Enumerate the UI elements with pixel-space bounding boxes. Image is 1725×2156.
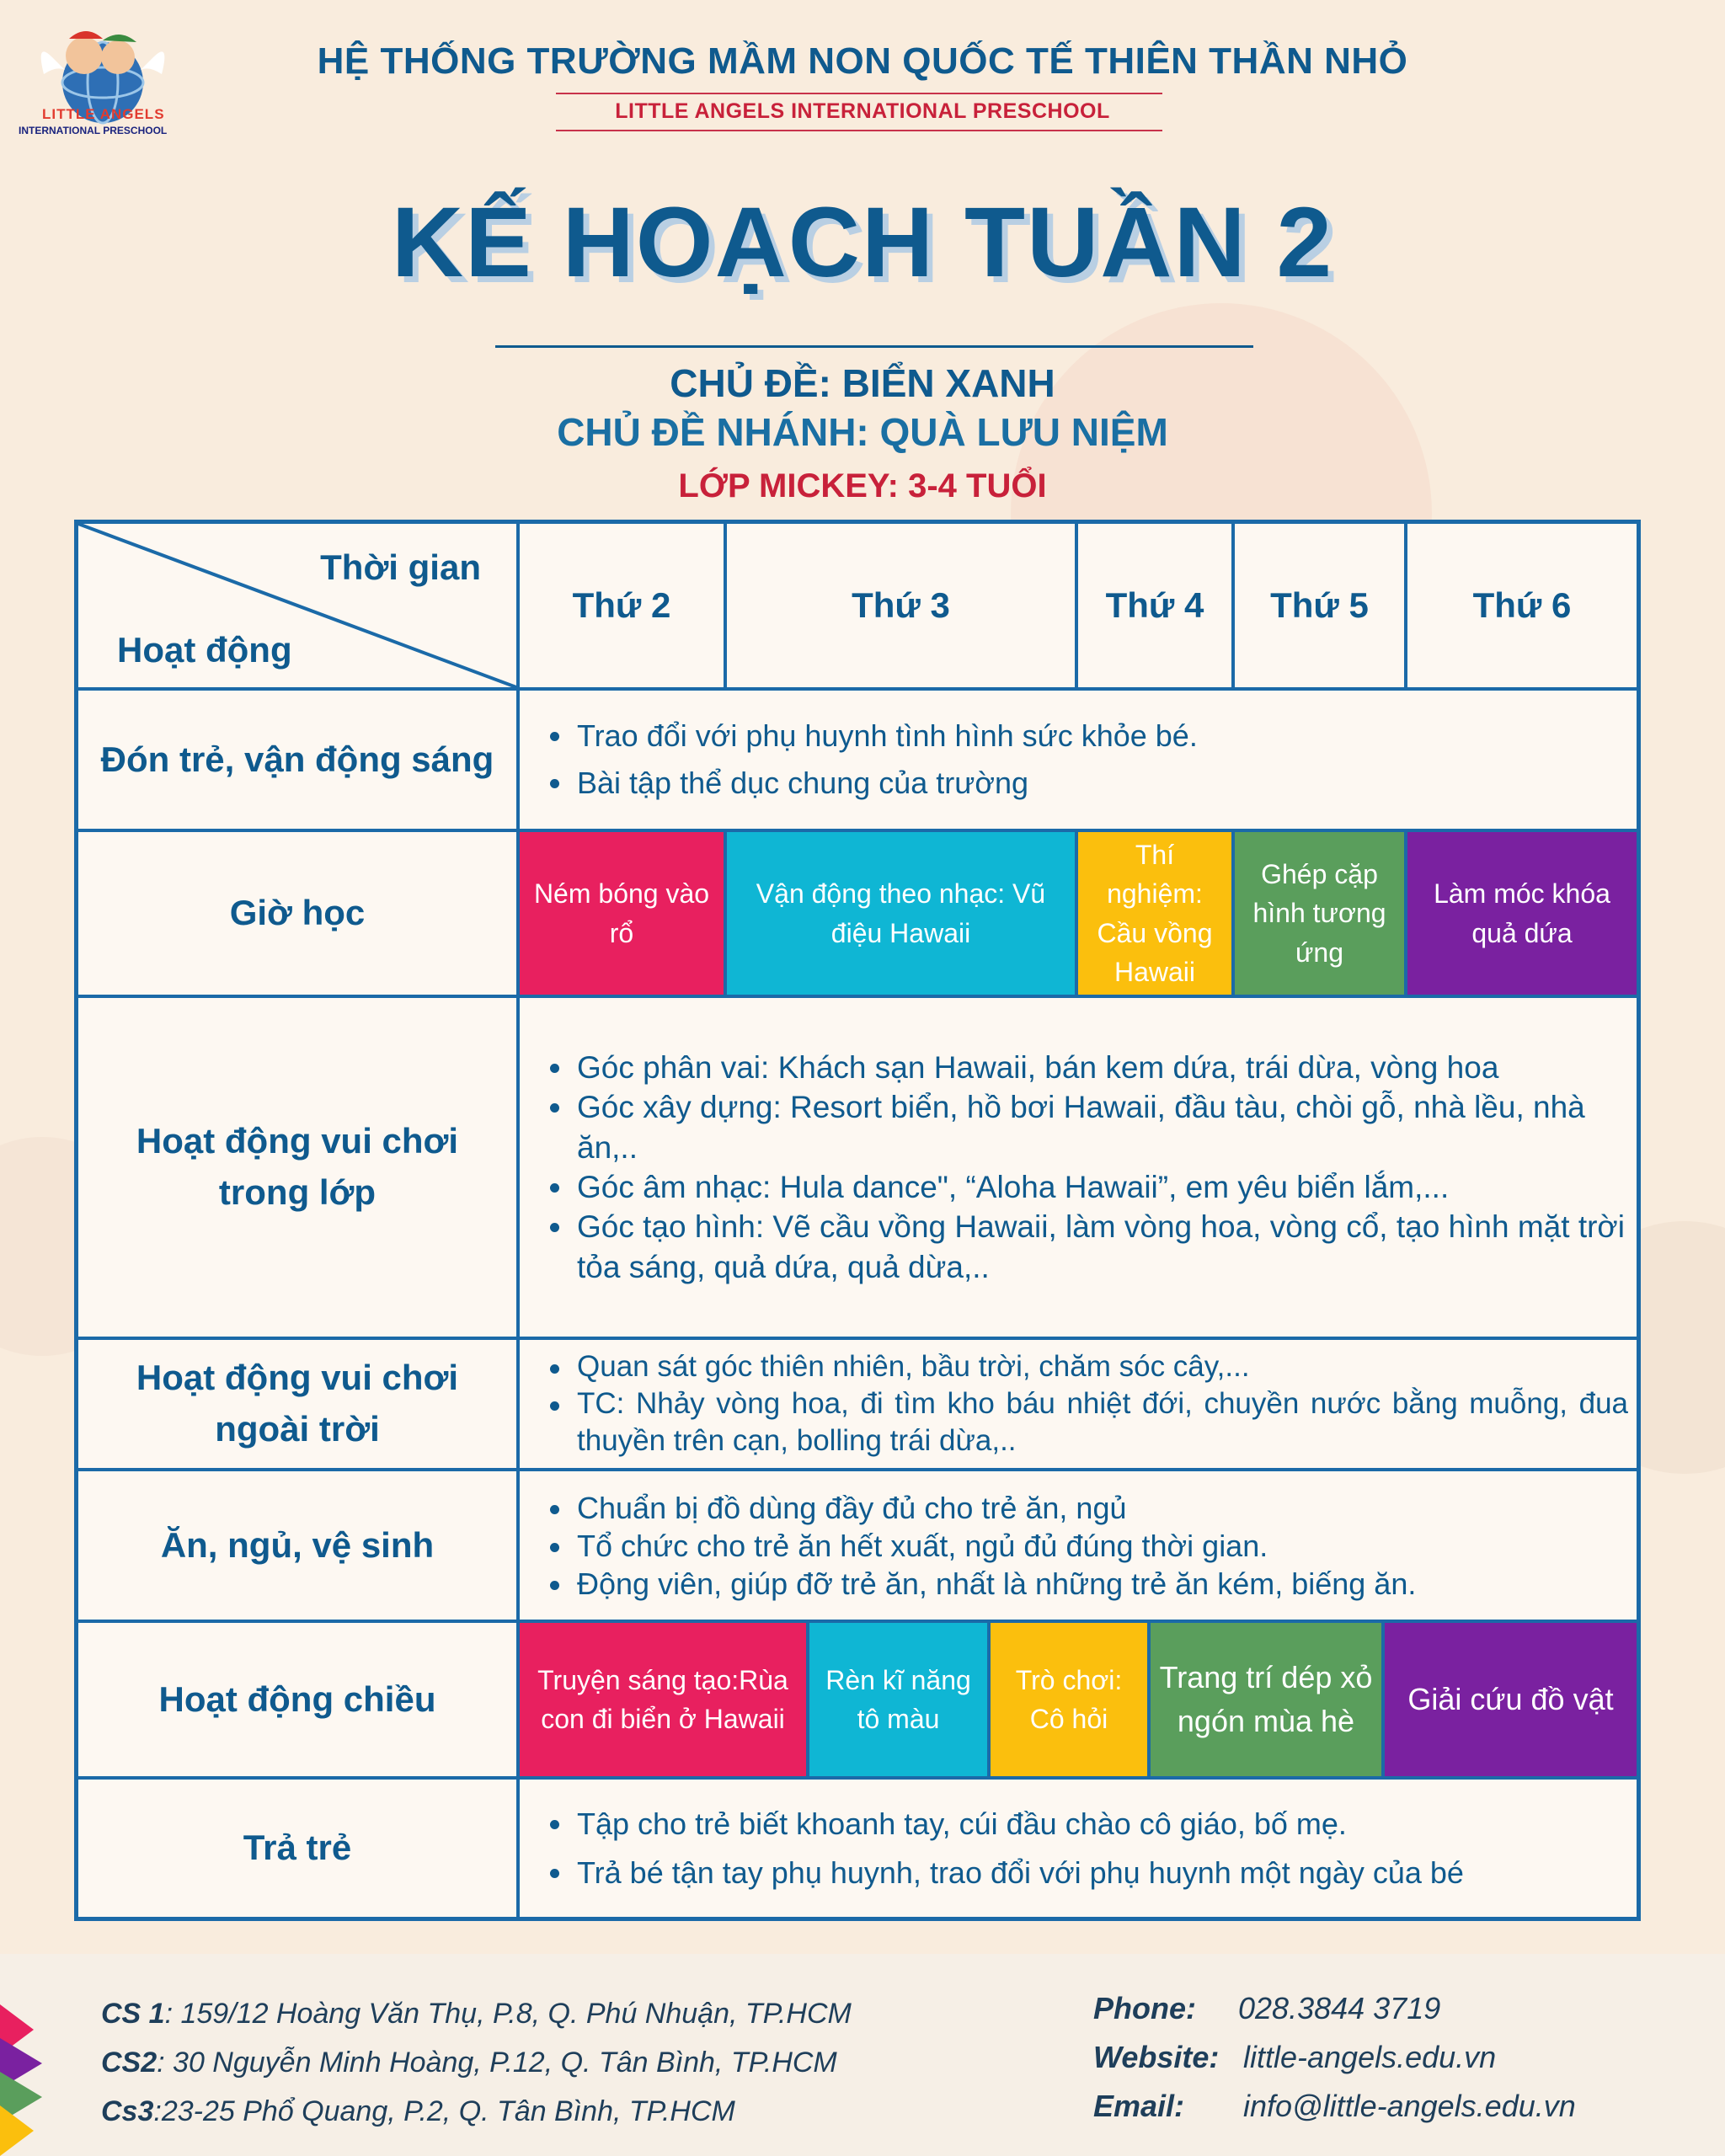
activity-thursday-class: Ghép cặp hình tương ứng bbox=[1235, 832, 1407, 998]
campus-2-address bbox=[101, 2047, 837, 2079]
list-item: Góc xây dựng: Resort biển, hồ bơi Hawaii, đầu tàu, chòi gỗ, nhà lều, nhà ăn,.. bbox=[545, 1087, 1628, 1167]
row-content-pickup bbox=[520, 1780, 1637, 1917]
school-name-vietnamese: HỆ THỐNG TRƯỜNG MẦM NON QUỐC TẾ THIÊN THẦN NHỎ bbox=[317, 40, 1408, 82]
email-label: Email: bbox=[1093, 2089, 1185, 2123]
activity-monday-afternoon: Truyện sáng tạo:Rùa con đi biển ở Hawaii bbox=[520, 1623, 809, 1780]
activity-friday-afternoon: Giải cứu đồ vật bbox=[1385, 1623, 1637, 1780]
list-item: Tập cho trẻ biết khoanh tay, cúi đầu chào cô giáo, bố mẹ. bbox=[545, 1804, 1628, 1844]
list-item: Bài tập thể dục chung của trường bbox=[545, 763, 1628, 803]
row-content-indoor-play bbox=[520, 998, 1637, 1340]
campus-1-address bbox=[101, 1998, 852, 2031]
arrow-decoration-icon bbox=[0, 1996, 59, 2156]
logo-text-top: LITTLE ANGELS bbox=[42, 106, 165, 122]
website-label: Website: bbox=[1093, 2040, 1220, 2074]
list-item: TC: Nhảy vòng hoa, đi tìm kho báu nhiệt đới, chuyền nước bằng muỗng, đua thuyền trên cạn, bolling trái dừa,.. bbox=[545, 1385, 1628, 1460]
activity-wednesday-class: Thí nghiệm: Cầu vồng Hawaii bbox=[1078, 832, 1235, 998]
corner-header-cell bbox=[78, 524, 520, 691]
class-label: LỚP MICKEY: 3-4 TUỔI bbox=[678, 467, 1047, 504]
row-content-outdoor-play bbox=[520, 1340, 1637, 1471]
day-header-monday: Thứ 2 bbox=[520, 524, 727, 691]
list-item: Góc âm nhạc: Hula dance", “Aloha Hawaii”, em yêu biển lắm,... bbox=[545, 1167, 1628, 1207]
phone-number[interactable]: 028.3844 3719 bbox=[1238, 1991, 1441, 2025]
website-link[interactable]: little-angels.edu.vn bbox=[1243, 2040, 1497, 2074]
activity-tuesday-afternoon: Rèn kĩ năng tô màu bbox=[809, 1623, 991, 1780]
page-title: KẾ HOẠCH TUẦN 2 bbox=[391, 187, 1334, 298]
list-item: Trả bé tận tay phụ huynh, trao đổi với phụ huynh một ngày của bé bbox=[545, 1853, 1628, 1893]
campus-3-label: Cs3 bbox=[101, 2095, 154, 2127]
row-content-meals-sleep bbox=[520, 1471, 1637, 1623]
row-label-meals-sleep: Ăn, ngủ, vệ sinh bbox=[78, 1471, 520, 1623]
list-item: Chuẩn bị đồ dùng đầy đủ cho trẻ ăn, ngủ bbox=[545, 1489, 1628, 1527]
row-label-pickup: Trả trẻ bbox=[78, 1780, 520, 1917]
divider bbox=[556, 93, 1162, 94]
campus-3-address bbox=[101, 2095, 735, 2128]
row-label-afternoon: Hoạt động chiều bbox=[78, 1623, 520, 1780]
campus-1-text: : 159/12 Hoàng Văn Thụ, P.8, Q. Phú Nhuận, TP.HCM bbox=[164, 1998, 852, 2030]
row-label-indoor-play: Hoạt động vui chơi trong lớp bbox=[78, 998, 520, 1340]
activity-wednesday-afternoon: Trò chơi: Cô hỏi bbox=[991, 1623, 1151, 1780]
campus-3-text: :23-25 Phổ Quang, P.2, Q. Tân Bình, TP.HCM bbox=[153, 2095, 735, 2127]
row-label-morning: Đón trẻ, vận động sáng bbox=[78, 691, 520, 832]
divider bbox=[556, 130, 1162, 131]
school-name-english: LITTLE ANGELS INTERNATIONAL PRESCHOOL bbox=[615, 99, 1110, 123]
campus-2-text: : 30 Nguyễn Minh Hoàng, P.12, Q. Tân Bình, TP.HCM bbox=[157, 2047, 837, 2079]
activity-friday-class: Làm móc khóa quả dứa bbox=[1407, 832, 1637, 998]
list-item: Trao đổi với phụ huynh tình hình sức khỏe bé. bbox=[545, 716, 1628, 756]
activity-thursday-afternoon: Trang trí dép xỏ ngón mùa hè bbox=[1151, 1623, 1385, 1780]
corner-time-label: Thời gian bbox=[320, 547, 481, 587]
corner-activity-label: Hoạt động bbox=[117, 630, 292, 670]
list-item: Quan sát góc thiên nhiên, bầu trời, chăm sóc cây,... bbox=[545, 1348, 1628, 1385]
theme-title: CHỦ ĐỀ: BIỂN XANH bbox=[670, 361, 1055, 405]
day-header-wednesday: Thứ 4 bbox=[1078, 524, 1235, 691]
subtheme-title: CHỦ ĐỀ NHÁNH: QUÀ LƯU NIỆM bbox=[557, 410, 1168, 454]
activity-tuesday-class: Vận động theo nhạc: Vũ điệu Hawaii bbox=[727, 832, 1078, 998]
row-label-outdoor-play: Hoạt động vui chơi ngoài trời bbox=[78, 1340, 520, 1471]
row-label-class-time: Giờ học bbox=[78, 832, 520, 998]
list-item: Động viên, giúp đỡ trẻ ăn, nhất là những trẻ ăn kém, biếng ăn. bbox=[545, 1565, 1628, 1603]
weekly-plan-table bbox=[74, 520, 1641, 1921]
campus-2-label: CS2 bbox=[101, 2047, 158, 2079]
phone-label: Phone: bbox=[1093, 1991, 1197, 2025]
email-link[interactable]: info@little-angels.edu.vn bbox=[1243, 2089, 1576, 2123]
title-divider bbox=[495, 345, 1253, 348]
day-header-tuesday: Thứ 3 bbox=[727, 524, 1078, 691]
list-item: Góc tạo hình: Vẽ cầu vồng Hawaii, làm vòng hoa, vòng cổ, tạo hình mặt trời tỏa sáng, quả dứa, quả dừa,.. bbox=[545, 1207, 1628, 1287]
list-item: Góc phân vai: Khách sạn Hawaii, bán kem dứa, trái dừa, vòng hoa bbox=[545, 1048, 1628, 1087]
day-header-friday: Thứ 6 bbox=[1407, 524, 1637, 691]
activity-monday-class: Ném bóng vào rổ bbox=[520, 832, 727, 998]
day-header-thursday: Thứ 5 bbox=[1235, 524, 1407, 691]
list-item: Tổ chức cho trẻ ăn hết xuất, ngủ đủ đúng thời gian. bbox=[545, 1527, 1628, 1565]
campus-1-label: CS 1 bbox=[101, 1998, 165, 2030]
row-content-morning bbox=[520, 691, 1637, 832]
school-logo bbox=[19, 24, 187, 141]
logo-text-bottom: INTERNATIONAL PRESCHOOL bbox=[19, 125, 168, 136]
